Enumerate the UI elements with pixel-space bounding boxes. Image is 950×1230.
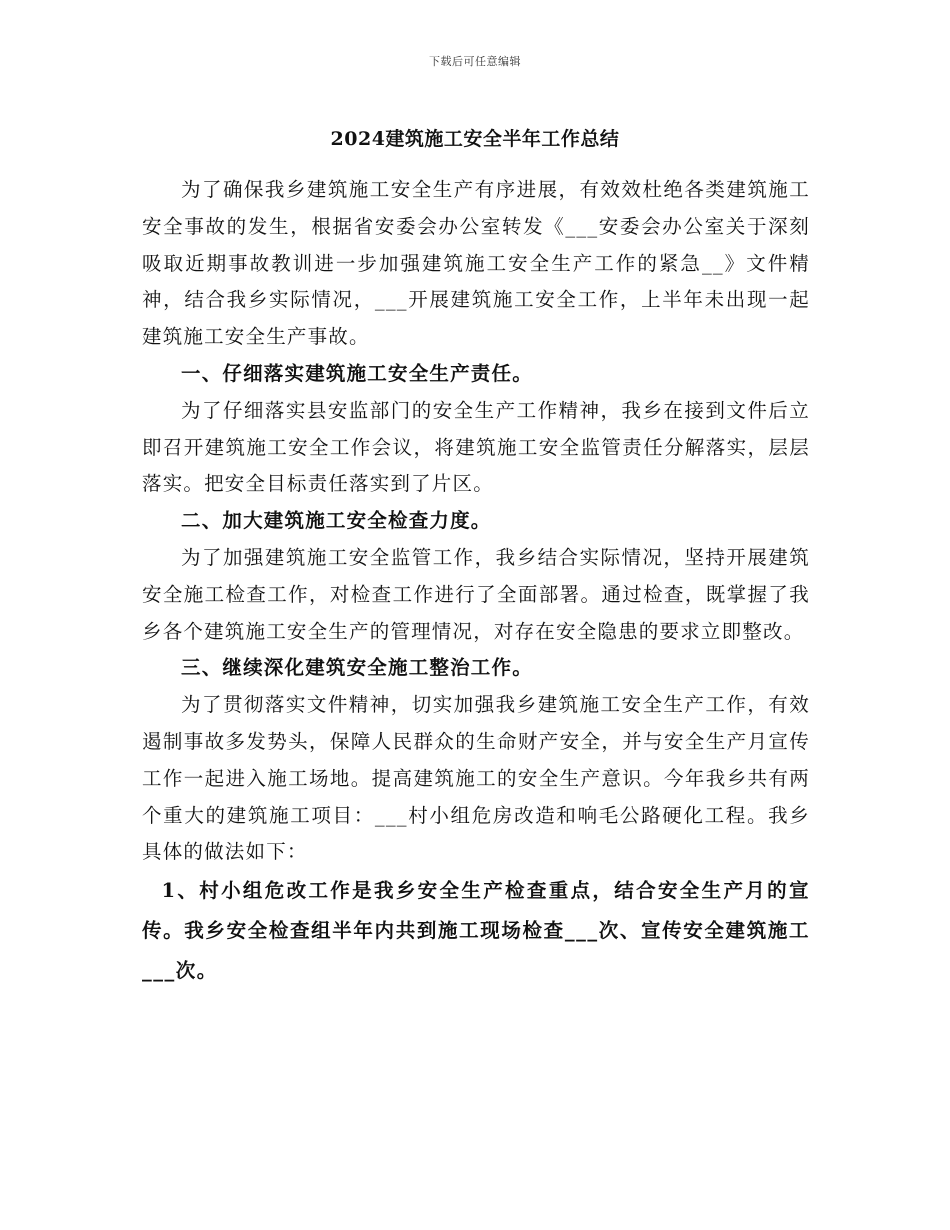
section-body-2: 为了加强建筑施工安全监管工作，我乡结合实际情况，坚持开展建筑安全施工检查工作，对检查工作进行了全面部署。通过检查，既掌握了我乡各个建筑施工安全生产的管理情况，对存在安全隐患的要求立即整改。 xyxy=(142,545,810,643)
section-body-3: 为了贯彻落实文件精神，切实加强我乡建筑施工安全生产工作，有效遏制事故多发势头，保障人民群众的生命财产安全，并与安全生产月宣传工作一起进入施工场地。提高建筑施工的安全生产意识。今年我乡共有两个重大的建筑施工项目：___村小组危房改造和响毛公路硬化工程。我乡具体的做法如下： xyxy=(142,693,810,864)
header-note: 下载后可任意编辑 xyxy=(429,55,521,68)
section-heading-2: 二、加大建筑施工安全检查力度。 xyxy=(181,509,492,533)
list-item-1: 1、村小组危改工作是我乡安全生产检查重点，结合安全生产月的宣传。我乡安全检查组半年内共到施工现场检查___次、宣传安全建筑施工___次。 xyxy=(142,879,810,983)
intro-paragraph: 为了确保我乡建筑施工安全生产有序进展，有效效杜绝各类建筑施工安全事故的发生，根据省安委会办公室转发《___安委会办公室关于深刻吸取近期事故教训进一步加强建筑施工安全生产工作的紧急__》文件精神，结合我乡实际情况，___开展建筑施工安全工作，上半年未出现一起建筑施工安全生产事故。 xyxy=(142,178,810,349)
document-title: 2024建筑施工安全半年工作总结 xyxy=(330,128,620,150)
section-body-1: 为了仔细落实县安监部门的安全生产工作精神，我乡在接到文件后立即召开建筑施工安全工作会议，将建筑施工安全监管责任分解落实，层层落实。把安全目标责任落实到了片区。 xyxy=(142,398,810,496)
section-heading-3: 三、继续深化建筑安全施工整治工作。 xyxy=(181,656,533,680)
section-heading-1: 一、仔细落实建筑施工安全生产责任。 xyxy=(181,361,533,385)
document-body xyxy=(142,172,810,991)
